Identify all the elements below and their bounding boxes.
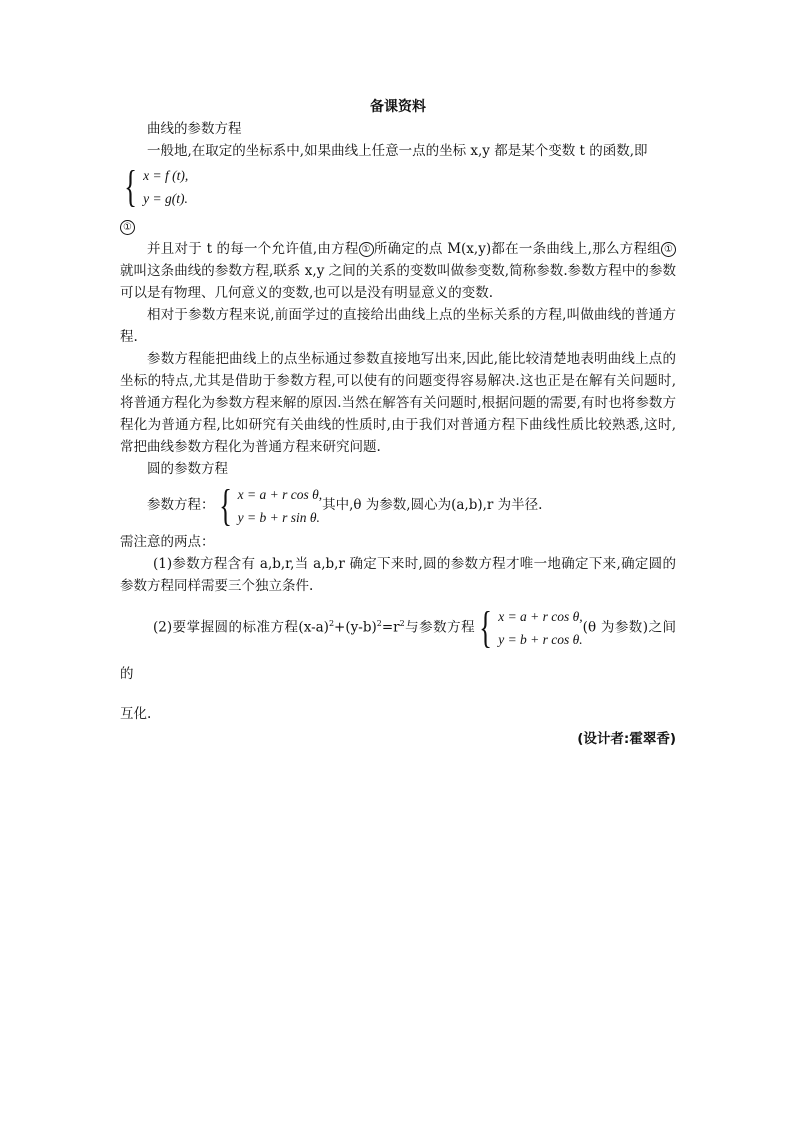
paragraph-definition: 并且对于 t 的每一个允许值,由方程 ① 所确定的点 M(x,y)都在一条曲线上,那么方程组 ①就叫这条曲线的参数方程,联系 x,y 之间的关系的变数叫做参变数,简称参数.参数方程中的参数可以是有物理、几何意义的变数,也可以是没有明显意义的变数.	[120, 241, 676, 301]
note-2: (2)要掌握圆的标准方程$(x-a)^2+(y-b)^2=r^2$与参数方程 { x = a + r cos θ, y = b + r cos θ. (θ 为参数)之间的	[120, 602, 677, 682]
paragraph-param-benefits: 参数方程能把曲线上的点坐标通过参数直接地写出来,因此,能比较清楚地表明曲线上点的坐标的特点,尤其是借助于参数方程,可以使有的问题变得容易解决.这也正是在解有关问题时,将普通方程化为参数方程来解的原因.当然在解答有关问题时,根据问题的需要,有时也将参数方程化为普通方程,比如研究有关曲线的性质时,由于我们对普通方程下曲线性质比较熟悉,这时,常把曲线参数方程化为普通方程来研究问题.	[120, 351, 676, 455]
circled-one-ref: ①	[359, 242, 374, 257]
page-title: 备课资料	[370, 99, 426, 115]
equation-system-1	[120, 164, 676, 210]
note-1: (1)参数方程含有 a,b,r,当 a,b,r 确定下来时,圆的参数方程才唯一地确定下来,确定圆的参数方程同样需要三个独立条件.	[120, 555, 676, 594]
notes-heading: 需注意的两点：	[120, 533, 215, 550]
circled-one-ref-2: ①	[661, 242, 676, 257]
circle-param-equation: 参数方程： { x = a + r cos θ, y = b + r sin θ. 其中,θ 为参数,圆心为(a,b),r 为半径.	[147, 480, 543, 530]
designer-credit: (设计者:霍翠香)	[577, 730, 676, 747]
paragraph-intro: 一般地,在取定的坐标系中,如果曲线上任意一点的坐标 x,y 都是某个变数 t 的函数,即	[147, 143, 648, 159]
brace-symbol: {	[124, 162, 137, 211]
section-heading-curve: 曲线的参数方程	[147, 121, 242, 137]
note-2-end: 互化.	[120, 705, 152, 722]
circled-one-label: ①	[120, 220, 135, 235]
document-page	[120, 96, 676, 747]
equation-x: x = f (t),	[143, 168, 189, 183]
brace-symbol: {	[479, 602, 492, 652]
equation-label	[120, 216, 676, 238]
paragraph-ordinary-equation: 相对于参数方程来说,前面学过的直接给出曲线上点的坐标关系的方程,叫做曲线的普通方程.	[120, 307, 676, 345]
equation-y: y = g(t).	[143, 191, 188, 206]
brace-symbol: {	[218, 480, 232, 530]
section-heading-circle: 圆的参数方程	[147, 461, 228, 477]
